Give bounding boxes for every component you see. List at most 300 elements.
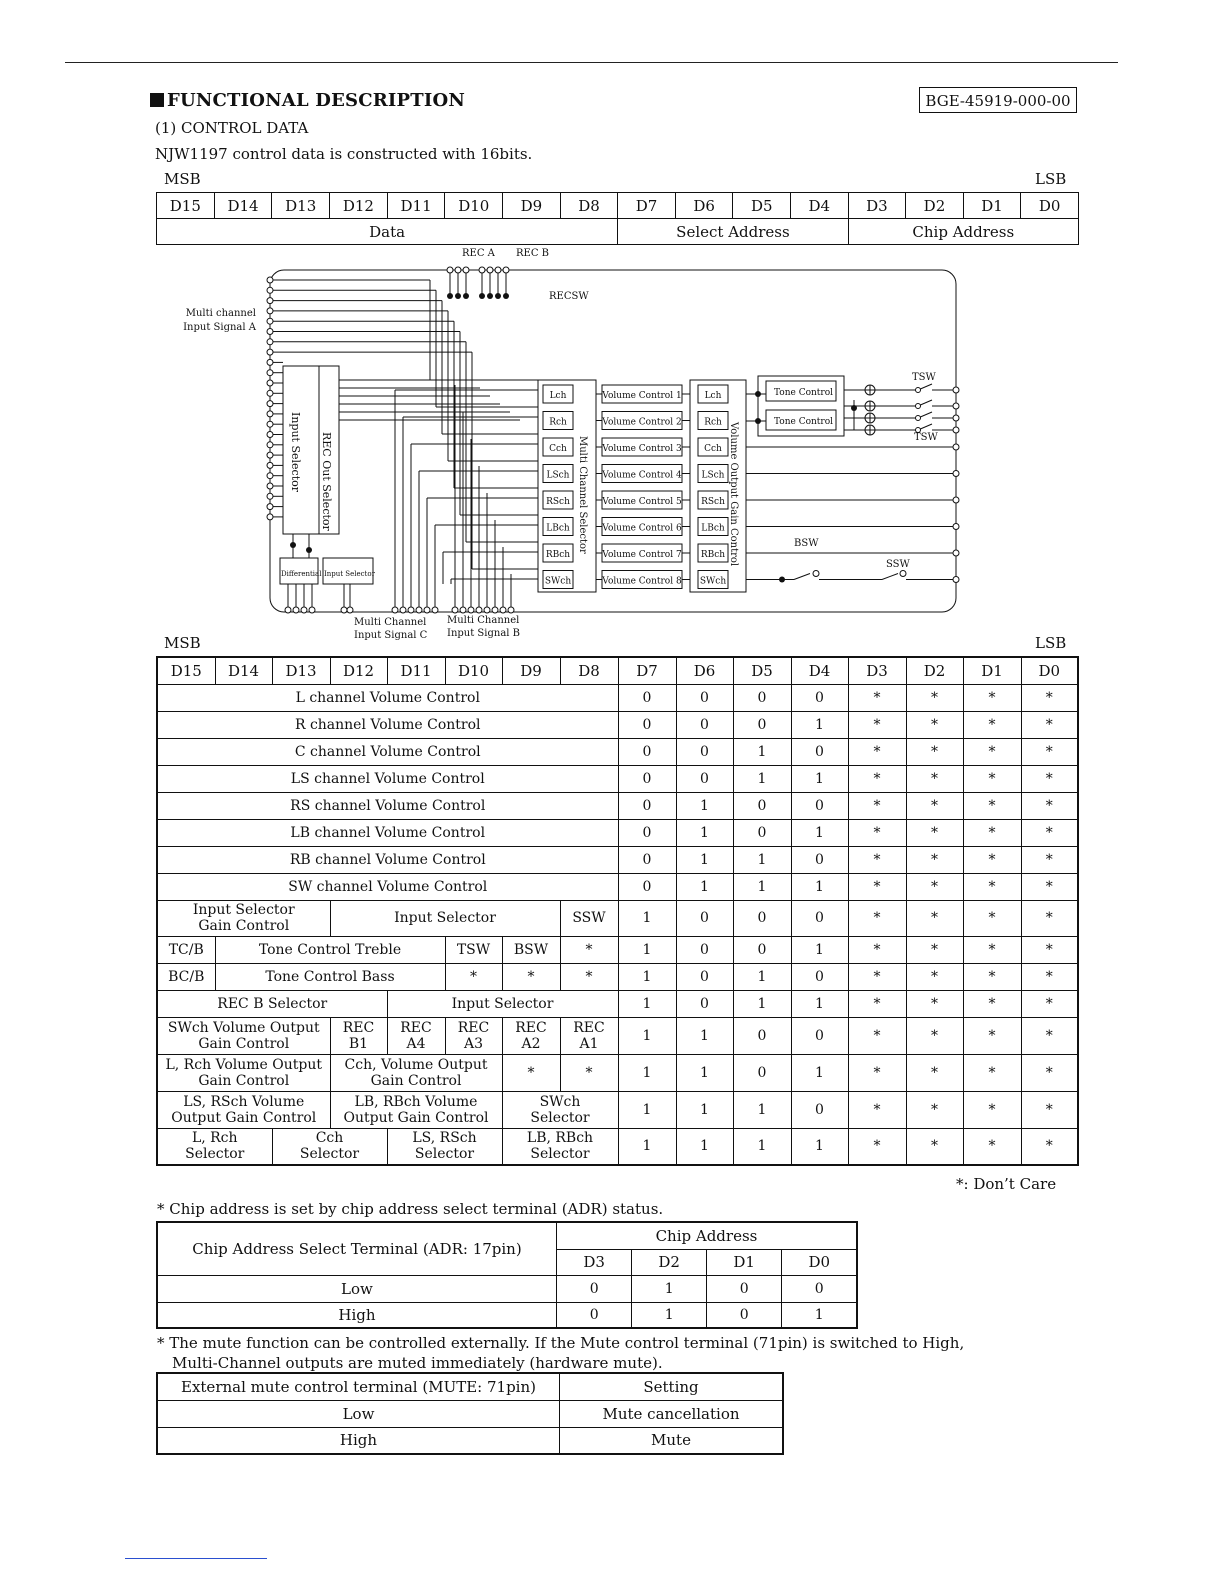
lsb-label-2: LSB xyxy=(1035,634,1067,652)
chip-row-high-d2: 1 xyxy=(632,1302,707,1328)
addr-d5: 0 xyxy=(733,819,791,846)
volume-control-label-1: Volume Control 1 xyxy=(602,391,682,401)
rec-a4-cell: REC A4 xyxy=(387,1017,445,1054)
c-selector-cell: Cch Selector xyxy=(272,1128,387,1165)
lbrb-gain-cell: LB, RBch Volume Output Gain Control xyxy=(330,1091,502,1128)
rec-node xyxy=(503,293,509,299)
register-map-table xyxy=(156,656,1079,1166)
bottom-pin xyxy=(424,607,430,613)
rec-a2-cell: REC A2 xyxy=(502,1017,560,1054)
rec-node xyxy=(463,293,469,299)
register-label: L channel Volume Control xyxy=(157,684,618,711)
dont-care-d0: * xyxy=(1021,900,1078,936)
chip-row-high-d3: 0 xyxy=(556,1302,632,1328)
output-pin xyxy=(953,415,959,421)
map-row xyxy=(157,1128,1078,1165)
bottom-pin xyxy=(508,607,514,613)
multi-c-label-1: Multi Channel xyxy=(354,617,427,628)
bottom-pin xyxy=(476,607,482,613)
dont-care-d1: * xyxy=(963,819,1021,846)
addr-d6: 1 xyxy=(676,846,733,873)
tone-control-1-label: Tone Control xyxy=(774,388,834,398)
multi-a-label-1: Multi channel xyxy=(185,308,256,319)
addr-d5: 0 xyxy=(733,711,791,738)
addr-d7: 0 xyxy=(618,792,676,819)
addr-d6: 1 xyxy=(676,1017,733,1054)
subsection-title: (1) CONTROL DATA xyxy=(155,119,309,137)
node xyxy=(779,577,785,583)
dont-care-d1: * xyxy=(963,792,1021,819)
left-pin xyxy=(267,483,273,489)
map-row xyxy=(157,873,1078,900)
volume-output-gain-label: Volume Output Gain Control xyxy=(728,422,739,567)
addr-d7: 1 xyxy=(618,963,676,990)
left-pin xyxy=(267,359,273,365)
dont-care-d3: * xyxy=(848,765,906,792)
addr-d4: 1 xyxy=(791,1054,848,1091)
output-pin xyxy=(953,403,959,409)
dont-care-note: *: Don’t Care xyxy=(956,1175,1057,1193)
node xyxy=(755,391,761,397)
map-row xyxy=(157,792,1078,819)
dont-care-d0: * xyxy=(1021,963,1078,990)
chip-row-high-d0: 1 xyxy=(782,1302,857,1328)
bsw-switch xyxy=(794,574,810,580)
dont-care-d1: * xyxy=(963,1017,1021,1054)
addr-d7: 0 xyxy=(618,765,676,792)
output-pin xyxy=(953,427,959,433)
dont-care-d1: * xyxy=(963,873,1021,900)
bottom-pin xyxy=(452,607,458,613)
addr-d7: 0 xyxy=(618,819,676,846)
mute-table xyxy=(156,1372,784,1455)
bit-d8: D8 xyxy=(560,193,618,219)
register-label: LB channel Volume Control xyxy=(157,819,618,846)
bit-d14: D14 xyxy=(214,193,272,219)
chip-select-terminal-header: Chip Address Select Terminal (ADR: 17pin) xyxy=(157,1222,556,1275)
dont-care-d3: * xyxy=(848,1054,906,1091)
input-selector-cell: Input Selector xyxy=(387,990,618,1017)
left-pin xyxy=(267,380,273,386)
tsw-label-1: TSW xyxy=(912,372,936,383)
channel-label-swch: SWch xyxy=(544,576,572,587)
rec-pin xyxy=(455,267,461,273)
register-label: C channel Volume Control xyxy=(157,738,618,765)
bottom-pin xyxy=(301,607,307,613)
addr-d6: 1 xyxy=(676,1091,733,1128)
chip-row-high-d1: 0 xyxy=(706,1302,782,1328)
dont-care-d2: * xyxy=(906,900,963,936)
rec-b-label: REC B xyxy=(516,248,550,259)
bottom-rule xyxy=(125,1558,267,1559)
channel-label-lsch: LSch xyxy=(546,470,570,481)
map-row xyxy=(157,1091,1078,1128)
map-bit-d12: D12 xyxy=(330,657,387,684)
dont-care-d0: * xyxy=(1021,738,1078,765)
volume-control-label-2: Volume Control 2 xyxy=(602,417,682,428)
left-pin xyxy=(267,493,273,499)
dont-care-d2: * xyxy=(906,873,963,900)
addr-d6: 0 xyxy=(676,684,733,711)
bottom-pin xyxy=(500,607,506,613)
addr-d6: 0 xyxy=(676,963,733,990)
dont-care-d0: * xyxy=(1021,1091,1078,1128)
addr-d5: 0 xyxy=(733,792,791,819)
star-cell: * xyxy=(502,963,560,990)
map-bit-d0: D0 xyxy=(1021,657,1078,684)
addr-d6: 1 xyxy=(676,1128,733,1165)
dont-care-d3: * xyxy=(848,990,906,1017)
left-pin xyxy=(267,349,273,355)
differential-label: Differential xyxy=(281,570,322,578)
channel-label-lbch: LBch xyxy=(546,523,570,534)
input-selector-label: Input Selector xyxy=(289,412,302,493)
star-cell: * xyxy=(560,936,618,963)
dont-care-d0: * xyxy=(1021,711,1078,738)
lr-selector-cell: L, Rch Selector xyxy=(157,1128,272,1165)
channel-label-lch: Lch xyxy=(549,391,567,401)
switch-contact xyxy=(916,416,921,421)
map-row xyxy=(157,936,1078,963)
addr-d7: 1 xyxy=(618,1091,676,1128)
dont-care-d0: * xyxy=(1021,819,1078,846)
dont-care-d3: * xyxy=(848,792,906,819)
addr-d6: 0 xyxy=(676,711,733,738)
bit-d10: D10 xyxy=(445,193,503,219)
dont-care-d2: * xyxy=(906,990,963,1017)
channel-label-rsch: RSch xyxy=(546,497,570,507)
dont-care-d3: * xyxy=(848,963,906,990)
bit-d13: D13 xyxy=(272,193,330,219)
dont-care-d2: * xyxy=(906,792,963,819)
lsrs-gain-cell: LS, RSch Volume Output Gain Control xyxy=(157,1091,330,1128)
left-pin xyxy=(267,462,273,468)
bottom-pin xyxy=(400,607,406,613)
output-channel-label-lch: Lch xyxy=(704,391,722,401)
dont-care-d0: * xyxy=(1021,765,1078,792)
channel-label-rbch: RBch xyxy=(545,550,571,560)
addr-d4: 0 xyxy=(791,900,848,936)
output-pin xyxy=(953,387,959,393)
section-title: FUNCTIONAL DESCRIPTION xyxy=(150,90,465,111)
output-pin xyxy=(953,550,959,556)
addr-d5: 1 xyxy=(733,1091,791,1128)
addr-d4: 1 xyxy=(791,765,848,792)
bit-d4: D4 xyxy=(791,193,849,219)
mute-note-line-1: * The mute function can be controlled externally. If the Mute control terminal (71pin) is switched to High, xyxy=(157,1334,965,1352)
bottom-pin xyxy=(341,607,347,613)
addr-d5: 1 xyxy=(733,846,791,873)
dont-care-d3: * xyxy=(848,819,906,846)
dont-care-d2: * xyxy=(906,1091,963,1128)
bit-d9: D9 xyxy=(503,193,561,219)
addr-d7: 0 xyxy=(618,711,676,738)
bit-d0: D0 xyxy=(1021,193,1079,219)
addr-d6: 0 xyxy=(676,990,733,1017)
left-pin xyxy=(267,442,273,448)
output-channel-label-lsch: LSch xyxy=(701,470,725,481)
register-label: R channel Volume Control xyxy=(157,711,618,738)
top-rule xyxy=(65,62,1118,63)
map-row xyxy=(157,711,1078,738)
map-bit-d8: D8 xyxy=(560,657,618,684)
dont-care-d0: * xyxy=(1021,936,1078,963)
addr-d5: 1 xyxy=(733,738,791,765)
left-pin xyxy=(267,421,273,427)
addr-d6: 1 xyxy=(676,873,733,900)
addr-d5: 1 xyxy=(733,873,791,900)
input-selector-gain-cell: Input Selector Gain Control xyxy=(157,900,330,936)
select-address-field: Select Address xyxy=(618,219,848,245)
dont-care-d3: * xyxy=(848,1128,906,1165)
map-bit-d4: D4 xyxy=(791,657,848,684)
rec-node xyxy=(455,293,461,299)
addr-d7: 0 xyxy=(618,846,676,873)
dont-care-d3: * xyxy=(848,1017,906,1054)
map-row xyxy=(157,1017,1078,1054)
bottom-pin xyxy=(492,607,498,613)
bit-d15: D15 xyxy=(157,193,215,219)
addr-d6: 1 xyxy=(676,819,733,846)
map-row xyxy=(157,738,1078,765)
register-label: RS channel Volume Control xyxy=(157,792,618,819)
node xyxy=(755,418,761,424)
output-lines xyxy=(746,384,959,583)
volume-control-boxes xyxy=(596,385,690,589)
addr-d7: 0 xyxy=(618,684,676,711)
left-pin xyxy=(267,390,273,396)
ssw-switch xyxy=(882,574,898,580)
left-pin xyxy=(267,308,273,314)
volume-control-label-6: Volume Control 6 xyxy=(602,523,682,534)
dont-care-d2: * xyxy=(906,765,963,792)
addr-d4: 1 xyxy=(791,936,848,963)
map-bit-d1: D1 xyxy=(963,657,1021,684)
addr-d4: 1 xyxy=(791,990,848,1017)
register-format-table xyxy=(156,192,1079,245)
switch-contact xyxy=(900,571,906,577)
mute-note-line-2: Multi-Channel outputs are muted immediately (hardware mute). xyxy=(172,1354,663,1372)
c-gain-cell: Cch, Volume Output Gain Control xyxy=(330,1054,502,1091)
ssw-cell: SSW xyxy=(560,900,618,936)
addr-d5: 1 xyxy=(733,963,791,990)
chip-row-low-d3: 0 xyxy=(556,1275,632,1302)
chip-address-field: Chip Address xyxy=(848,219,1078,245)
left-pin xyxy=(267,329,273,335)
addr-d5: 0 xyxy=(733,1017,791,1054)
rec-node xyxy=(479,293,485,299)
lbrb-selector-cell: LB, RBch Selector xyxy=(502,1128,618,1165)
chip-col-d1: D1 xyxy=(706,1249,782,1275)
dont-care-d1: * xyxy=(963,1054,1021,1091)
left-pin xyxy=(267,411,273,417)
output-channel-label-cch: Cch xyxy=(704,444,722,454)
addr-d4: 0 xyxy=(791,738,848,765)
addr-d6: 1 xyxy=(676,792,733,819)
volume-control-label-5: Volume Control 5 xyxy=(602,497,682,507)
rec-b1-cell: REC B1 xyxy=(330,1017,387,1054)
addr-d5: 1 xyxy=(733,1128,791,1165)
rec-pin xyxy=(463,267,469,273)
addr-d7: 0 xyxy=(618,873,676,900)
dont-care-d2: * xyxy=(906,963,963,990)
left-pin xyxy=(267,514,273,520)
lsb-label: LSB xyxy=(1035,170,1067,188)
multi-a-label-2: Input Signal A xyxy=(183,322,256,333)
left-pin xyxy=(267,452,273,458)
addr-d6: 0 xyxy=(676,738,733,765)
rec-pin xyxy=(503,267,509,273)
dont-care-d2: * xyxy=(906,1054,963,1091)
addr-d4: 0 xyxy=(791,1091,848,1128)
rec-pin xyxy=(447,267,453,273)
dont-care-d1: * xyxy=(963,846,1021,873)
dont-care-d2: * xyxy=(906,1017,963,1054)
swch-selector-cell: SWch Selector xyxy=(502,1091,618,1128)
chip-address-table xyxy=(156,1221,858,1329)
msb-label-2: MSB xyxy=(164,634,201,652)
input-selector-small-label: Input Selector xyxy=(324,570,375,578)
left-pin xyxy=(267,370,273,376)
output-channel-label-rbch: RBch xyxy=(700,550,726,560)
left-pin xyxy=(267,298,273,304)
mute-col-setting: Setting xyxy=(560,1373,784,1400)
output-channel-label-lbch: LBch xyxy=(701,523,725,534)
multi-b-label-2: Input Signal B xyxy=(447,628,521,639)
addr-d5: 0 xyxy=(733,900,791,936)
addr-d6: 0 xyxy=(676,936,733,963)
mute-row-high-setting: Mute xyxy=(560,1427,784,1454)
map-bit-d10: D10 xyxy=(445,657,502,684)
tsw-label-2: TSW xyxy=(914,432,938,443)
register-label: RB channel Volume Control xyxy=(157,846,618,873)
addr-d4: 0 xyxy=(791,963,848,990)
rec-out-selector-label: REC Out Selector xyxy=(320,432,333,531)
channel-boxes-output xyxy=(698,385,728,589)
chip-col-d2: D2 xyxy=(632,1249,707,1275)
output-pin xyxy=(953,444,959,450)
map-row xyxy=(157,765,1078,792)
output-pin xyxy=(953,577,959,583)
map-row xyxy=(157,846,1078,873)
dont-care-d1: * xyxy=(963,684,1021,711)
bit-d3: D3 xyxy=(848,193,906,219)
multi-channel-selector-label: Multi Channel Selector xyxy=(577,436,588,554)
register-label: SW channel Volume Control xyxy=(157,873,618,900)
left-pin xyxy=(267,401,273,407)
addr-d5: 1 xyxy=(733,990,791,1017)
addr-d7: 1 xyxy=(618,936,676,963)
ssw-label: SSW xyxy=(886,559,910,570)
bit-d2: D2 xyxy=(906,193,964,219)
rec-node xyxy=(447,293,453,299)
bit-d6: D6 xyxy=(675,193,733,219)
chip-row-low-d0: 0 xyxy=(782,1275,857,1302)
bottom-pin xyxy=(347,607,353,613)
dont-care-d3: * xyxy=(848,738,906,765)
tsw-cell: TSW xyxy=(445,936,502,963)
dont-care-d2: * xyxy=(906,738,963,765)
bottom-pin xyxy=(432,607,438,613)
map-bit-d6: D6 xyxy=(676,657,733,684)
left-pin xyxy=(267,339,273,345)
channel-boxes-input xyxy=(543,385,573,589)
addr-d7: 1 xyxy=(618,1017,676,1054)
bottom-pin xyxy=(293,607,299,613)
bit-d5: D5 xyxy=(733,193,791,219)
map-bit-d11: D11 xyxy=(387,657,445,684)
addr-d4: 1 xyxy=(791,711,848,738)
chip-row-low-label: Low xyxy=(157,1275,556,1302)
bcb-cell: BC/B xyxy=(157,963,215,990)
rec-a-label: REC A xyxy=(462,248,495,259)
lr-gain-cell: L, Rch Volume Output Gain Control xyxy=(157,1054,330,1091)
output-pin xyxy=(953,497,959,503)
left-pin xyxy=(267,432,273,438)
bottom-pin xyxy=(416,607,422,613)
dont-care-d0: * xyxy=(1021,1128,1078,1165)
output-channel-label-swch: SWch xyxy=(699,576,727,587)
rec-a1-cell: REC A1 xyxy=(560,1017,618,1054)
dont-care-d3: * xyxy=(848,900,906,936)
chip-row-high-label: High xyxy=(157,1302,556,1328)
dont-care-d2: * xyxy=(906,1128,963,1165)
switch-contact xyxy=(916,388,921,393)
dont-care-d2: * xyxy=(906,684,963,711)
block-diagram xyxy=(170,240,970,640)
map-bit-d7: D7 xyxy=(618,657,676,684)
mute-row-low-label: Low xyxy=(157,1400,560,1427)
left-pin xyxy=(267,504,273,510)
addr-d4: 0 xyxy=(791,1017,848,1054)
bit-d7: D7 xyxy=(618,193,676,219)
bsw-label: BSW xyxy=(794,538,819,549)
addr-d7: 1 xyxy=(618,1054,676,1091)
mute-row-low-setting: Mute cancellation xyxy=(560,1400,784,1427)
dont-care-d1: * xyxy=(963,738,1021,765)
input-selector-cell: Input Selector xyxy=(330,900,560,936)
chip-row-low-d2: 1 xyxy=(632,1275,707,1302)
rec-a3-cell: REC A3 xyxy=(445,1017,502,1054)
rec-b-selector-cell: REC B Selector xyxy=(157,990,387,1017)
bottom-pin xyxy=(392,607,398,613)
dont-care-d1: * xyxy=(963,900,1021,936)
node xyxy=(851,405,857,411)
volume-control-label-8: Volume Control 8 xyxy=(602,576,682,587)
left-pin xyxy=(267,277,273,283)
map-row xyxy=(157,819,1078,846)
rec-pin xyxy=(487,267,493,273)
register-label: LS channel Volume Control xyxy=(157,765,618,792)
intro-text: NJW1197 control data is constructed with 16bits. xyxy=(155,145,533,163)
addr-d6: 1 xyxy=(676,1054,733,1091)
addr-d7: 1 xyxy=(618,900,676,936)
rec-pin xyxy=(479,267,485,273)
map-row xyxy=(157,990,1078,1017)
swch-gain-cell: SWch Volume Output Gain Control xyxy=(157,1017,330,1054)
dont-care-d1: * xyxy=(963,936,1021,963)
chip-col-d3: D3 xyxy=(556,1249,632,1275)
dont-care-d1: * xyxy=(963,963,1021,990)
multi-c-label-2: Input Signal C xyxy=(354,630,428,640)
addr-d4: 1 xyxy=(791,873,848,900)
bsw-cell: BSW xyxy=(502,936,560,963)
bit-d1: D1 xyxy=(963,193,1021,219)
chip-col-d0: D0 xyxy=(782,1249,857,1275)
chip-address-note: * Chip address is set by chip address select terminal (ADR) status. xyxy=(157,1200,664,1218)
bottom-pin xyxy=(484,607,490,613)
star-cell: * xyxy=(560,1054,618,1091)
